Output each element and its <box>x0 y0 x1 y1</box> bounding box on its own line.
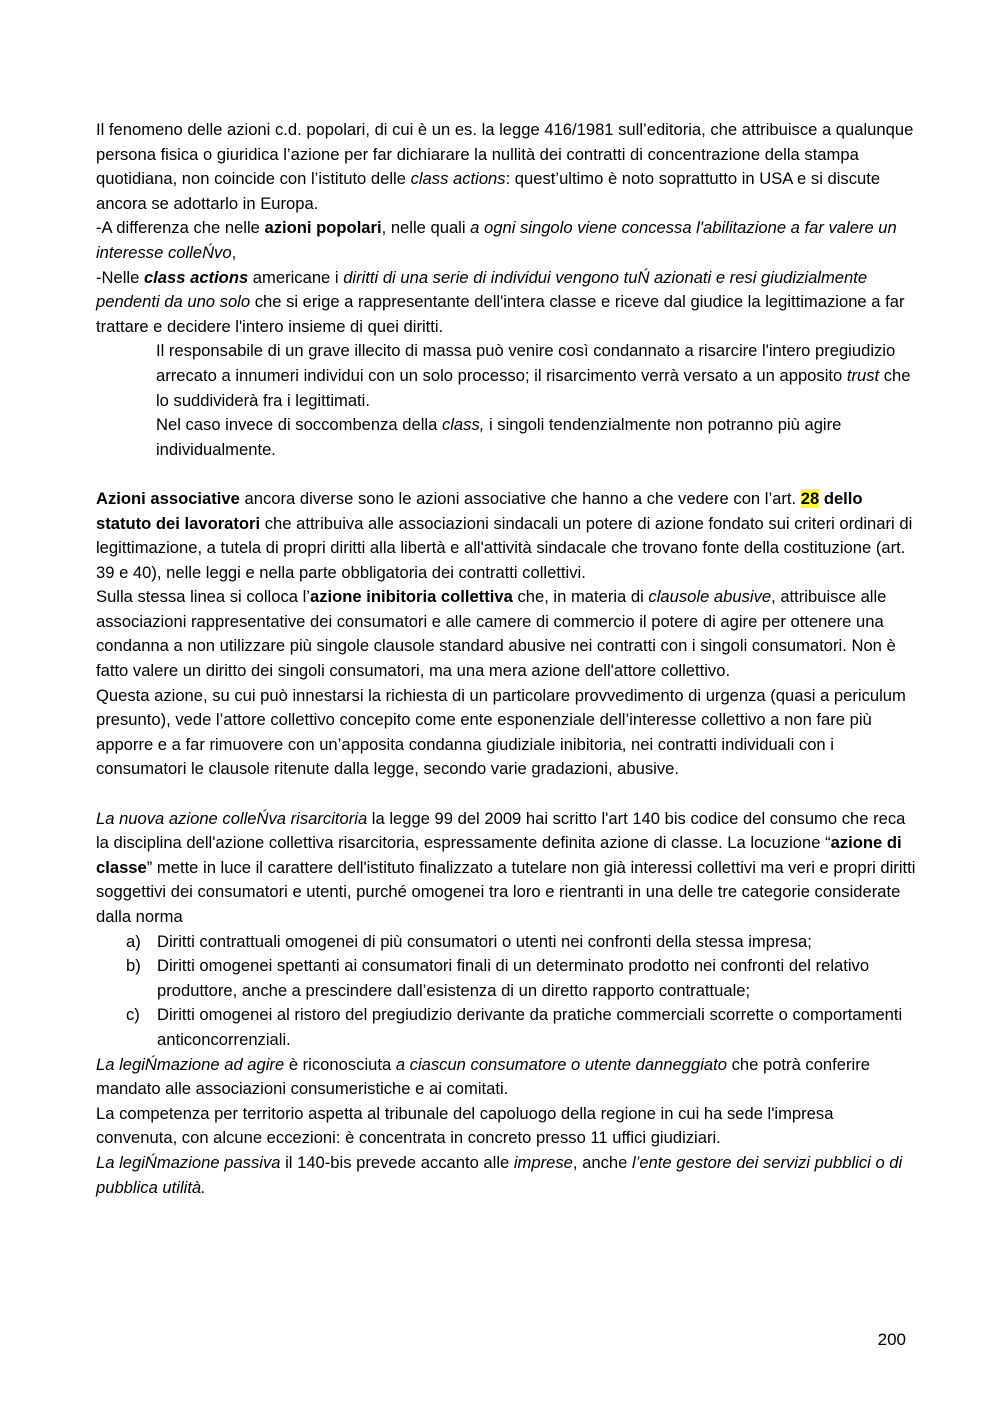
paragraph-legittimazione-agire: La legiŃmazione ad agire è riconosciuta a ciascun consumatore o utente danneggiato che potrà conferire mandato alle associazioni consumeristiche e ai comitati. <box>96 1054 870 1099</box>
spacer <box>96 462 916 487</box>
paragraph-soccombenza: Nel caso invece di soccombenza della class, i singoli tendenzialmente non potranno più agire individualmente. <box>156 415 842 459</box>
spacer <box>96 782 916 807</box>
list-item: c) Diritti omogenei al ristoro del pregiudizio derivante da pratiche commerciali scorrette o comportamenti anticoncorrenziali. <box>126 1005 903 1049</box>
highlighted-article-number: 28 <box>800 488 820 508</box>
paragraph-questa-azione: Questa azione, su cui può innestarsi la richiesta di un particolare provvedimento di urgenza (quasi a periculum presunto), vede l’attore collettivo concepito come ente esponenziale dell’interesse collettivo a non fare più apporre e a far rimuovere con un’apposita condanna giudiziale inibitoria, nei contratti individuali con i consumatori le clausole ritenute dalla legge, secondo varie gradazioni, abusive. <box>96 685 906 779</box>
paragraph-responsabile: Il responsabile di un grave illecito di massa può venire così condannato a risarcire l'intero pregiudizio arrecato a innumeri individui con un solo processo; il risarcimento verrà versato a un apposito trust che lo suddividerà fra i legittimati. <box>156 341 911 410</box>
paragraph-class-actions: -Nelle class actions americane i diritti di una serie di individui vengono tuŃ azionati e resi giudizialmente pendenti da uno solo che si erige a rappresentante dell'intera classe e riceve dal giudice la legittimazione a far trattare e decidere l'intero insieme di quei diritti. <box>96 267 905 336</box>
paragraph-azioni-popolari: Il fenomeno delle azioni c.d. popolari, di cui è un es. la legge 416/1981 sull’editoria, che attribuisce a qualunque persona fisica o giuridica l’azione per far dichiarare la nullità dei contratti di concentrazione della stampa quotidiana, non coincide con l’istituto delle class actions: quest’ultimo è noto soprattutto in USA e si discute ancora se adottarlo in Europa. <box>96 120 914 213</box>
paragraph-azione-risarcitoria: La nuova azione colleŃva risarcitoria la legge 99 del 2009 hai scritto l'art 140 bis codice del consumo che reca la disciplina dell'azione collettiva risarcitoria, espressamente definita azione di classe. La locuzione “azione di classe” mette in luce il carattere dell'istituto finalizzato a tutelare non già interessi collettivi ma veri e propri diritti soggettivi dei consumatori e utenti, purché omogenei tra loro e rientranti in una delle tre categorie considerate dalla norma <box>96 808 916 926</box>
list-item: a) Diritti contrattuali omogenei di più consumatori o utenti nei confronti della stessa impresa; <box>126 931 812 951</box>
paragraph-differenza: -A differenza che nelle azioni popolari, nelle quali a ogni singolo viene concessa l'abilitazione a far valere un interesse colleŃvo, <box>96 218 897 262</box>
paragraph-azioni-associative: Azioni associative ancora diverse sono le azioni associative che hanno a che vedere con l’art. 28 dello statuto dei lavoratori che attribuiva alle associazioni sindacali un potere di azione fondato sui criteri ordinari di legittimazione, a tutela di propri diritti alla libertà e all'attività sindacale che trovano fonte della costituzione (art. 39 e 40), nelle leggi e nella parte obbligatoria dei contratti collettivi. <box>96 488 913 582</box>
paragraph-inibitoria: Sulla stessa linea si colloca l’azione inibitoria collettiva che, in materia di clausole abusive, attribuisce alle associazioni rappresentative dei consumatori e alle camere di commercio il potere di agire per ottenere una condanna a non utilizzare più singole clausole standard abusive nei contratti con i singoli consumatori. Non è fatto valere un diritto dei singoli consumatori, ma una mera azione dell'attore collettivo. <box>96 587 896 681</box>
list-item: b) Diritti omogenei spettanti ai consumatori finali di un determinato prodotto nei confronti del relativo produttore, anche a prescindere dall’esistenza di un diretto rapporto contrattuale; <box>126 956 870 1000</box>
paragraph-legittimazione-passiva: La legiŃmazione passiva il 140-bis prevede accanto alle imprese, anche l’ente gestore dei servizi pubblici o di pubblica utilità. <box>96 1152 903 1197</box>
document-body <box>96 118 916 1200</box>
paragraph-competenza: La competenza per territorio aspetta al tribunale del capoluogo della regione in cui ha sede l'impresa convenuta, con alcune eccezioni: è concentrata in concreto presso 11 uffici giudiziari. <box>96 1103 834 1148</box>
categories-list <box>96 930 916 1053</box>
page-number: 200 <box>877 1330 906 1349</box>
